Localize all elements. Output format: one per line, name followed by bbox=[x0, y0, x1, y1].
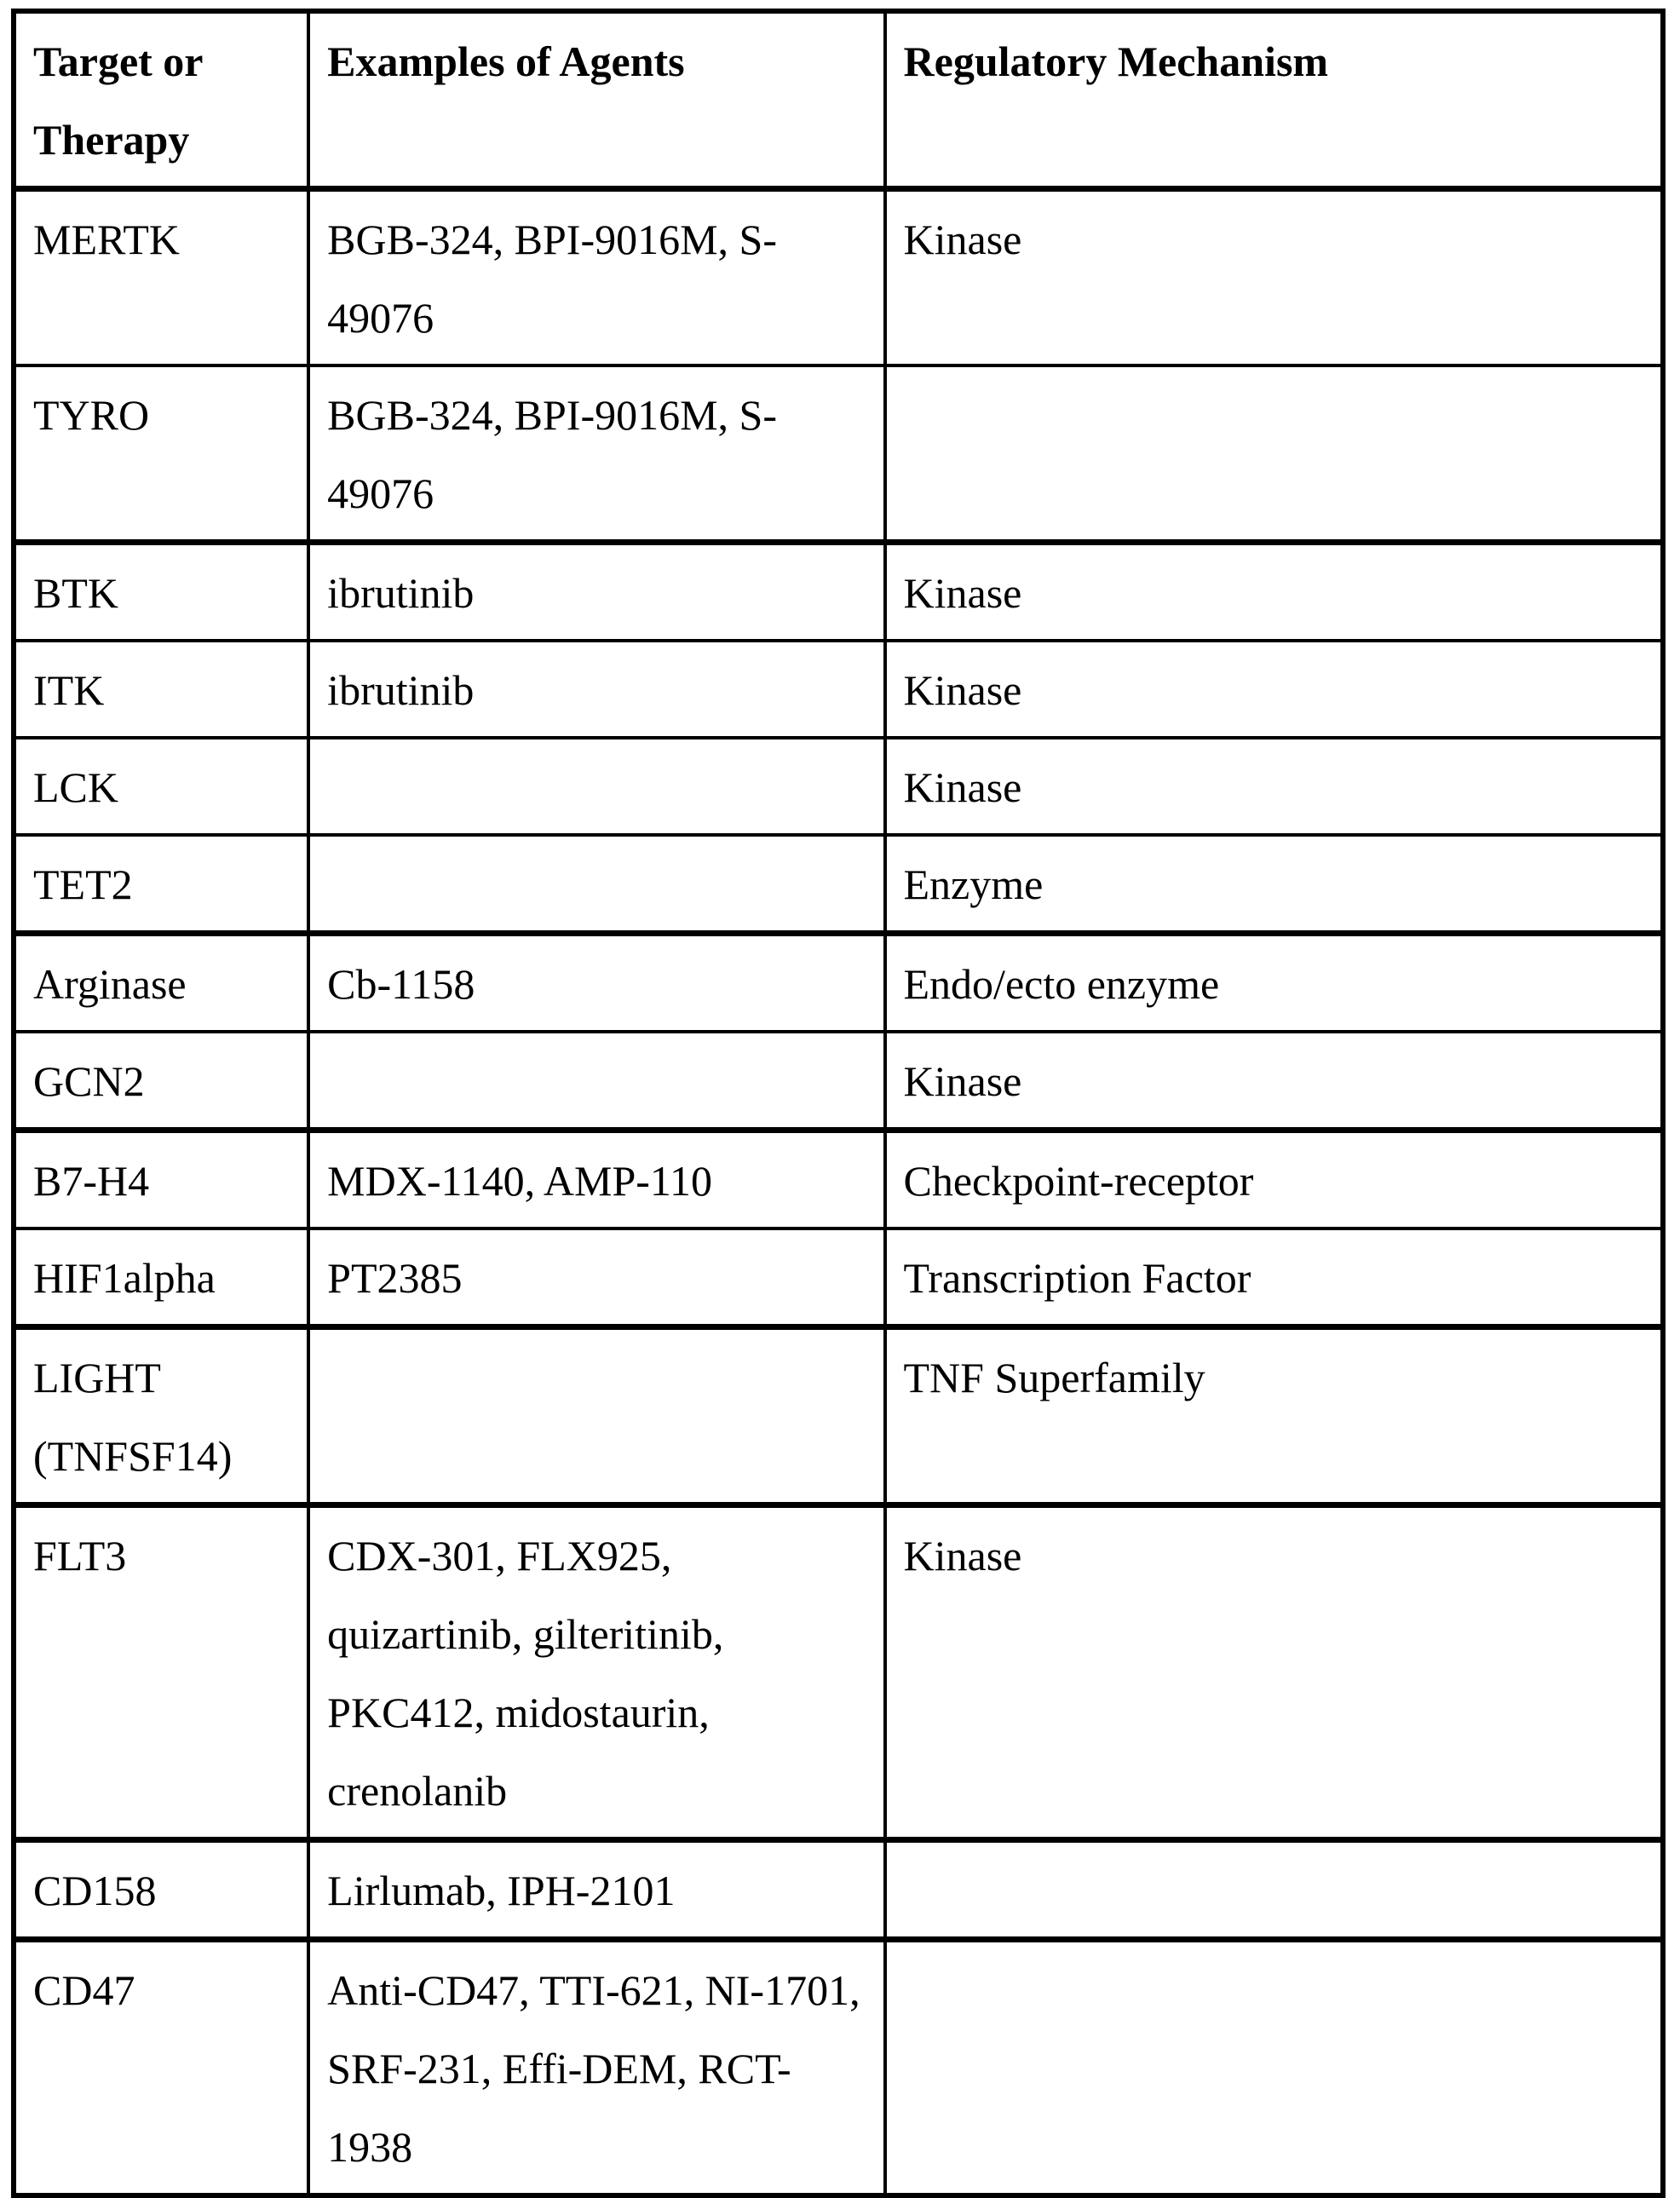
cell-agents: ibrutinib bbox=[308, 641, 884, 738]
cell-mechanism: Checkpoint-receptor bbox=[885, 1131, 1663, 1229]
table-row bbox=[14, 641, 1663, 738]
cell-agents: BGB-324, BPI-9016M, S- 49076 bbox=[308, 365, 884, 543]
cell-mechanism: Kinase bbox=[885, 641, 1663, 738]
cell-target: CD47 bbox=[14, 1940, 308, 2196]
cell-target: GCN2 bbox=[14, 1032, 308, 1131]
cell-target: ITK bbox=[14, 641, 308, 738]
table-row bbox=[14, 189, 1663, 366]
targets-table bbox=[11, 9, 1666, 2198]
header-target-or-therapy: Target or Therapy bbox=[14, 11, 308, 189]
cell-agents: ibrutinib bbox=[308, 543, 884, 642]
cell-mechanism: Kinase bbox=[885, 738, 1663, 835]
table-row bbox=[14, 1032, 1663, 1131]
cell-agents: BGB-324, BPI-9016M, S- 49076 bbox=[308, 189, 884, 366]
table-row bbox=[14, 1840, 1663, 1940]
cell-target: FLT3 bbox=[14, 1505, 308, 1840]
table-row bbox=[14, 835, 1663, 934]
cell-mechanism: Kinase bbox=[885, 189, 1663, 366]
cell-agents: Anti-CD47, TTI-621, NI-1701, SRF-231, Effi-DEM, RCT- 1938 bbox=[308, 1940, 884, 2196]
cell-mechanism: Transcription Factor bbox=[885, 1228, 1663, 1327]
cell-mechanism bbox=[885, 1940, 1663, 2196]
cell-agents bbox=[308, 1327, 884, 1505]
cell-agents: CDX-301, FLX925, quizartinib, gilteritinib, PKC412, midostaurin, crenolanib bbox=[308, 1505, 884, 1840]
cell-agents bbox=[308, 738, 884, 835]
table-body bbox=[14, 189, 1663, 2196]
cell-agents: Lirlumab, IPH-2101 bbox=[308, 1840, 884, 1940]
table-row bbox=[14, 1131, 1663, 1229]
header-regulatory-mechanism: Regulatory Mechanism bbox=[885, 11, 1663, 189]
table-row bbox=[14, 1505, 1663, 1840]
cell-mechanism: Kinase bbox=[885, 543, 1663, 642]
cell-mechanism: Endo/ecto enzyme bbox=[885, 934, 1663, 1033]
table-header bbox=[14, 11, 1663, 189]
header-row bbox=[14, 11, 1663, 189]
cell-mechanism bbox=[885, 365, 1663, 543]
cell-mechanism: Enzyme bbox=[885, 835, 1663, 934]
cell-agents: MDX-1140, AMP-110 bbox=[308, 1131, 884, 1229]
cell-mechanism: Kinase bbox=[885, 1505, 1663, 1840]
cell-target: BTK bbox=[14, 543, 308, 642]
cell-target: HIF1alpha bbox=[14, 1228, 308, 1327]
cell-mechanism bbox=[885, 1840, 1663, 1940]
cell-agents: PT2385 bbox=[308, 1228, 884, 1327]
cell-agents bbox=[308, 1032, 884, 1131]
cell-mechanism: Kinase bbox=[885, 1032, 1663, 1131]
cell-target: MERTK bbox=[14, 189, 308, 366]
cell-target: B7-H4 bbox=[14, 1131, 308, 1229]
cell-agents bbox=[308, 835, 884, 934]
table-row bbox=[14, 934, 1663, 1033]
table-row bbox=[14, 1940, 1663, 2196]
table-row bbox=[14, 543, 1663, 642]
cell-target: TYRO bbox=[14, 365, 308, 543]
table-row bbox=[14, 738, 1663, 835]
header-examples-of-agents: Examples of Agents bbox=[308, 11, 884, 189]
table-row bbox=[14, 365, 1663, 543]
table-row bbox=[14, 1327, 1663, 1505]
cell-target: TET2 bbox=[14, 835, 308, 934]
cell-agents: Cb-1158 bbox=[308, 934, 884, 1033]
table-row bbox=[14, 1228, 1663, 1327]
cell-target: LCK bbox=[14, 738, 308, 835]
cell-mechanism: TNF Superfamily bbox=[885, 1327, 1663, 1505]
cell-target: Arginase bbox=[14, 934, 308, 1033]
cell-target: LIGHT (TNFSF14) bbox=[14, 1327, 308, 1505]
cell-target: CD158 bbox=[14, 1840, 308, 1940]
